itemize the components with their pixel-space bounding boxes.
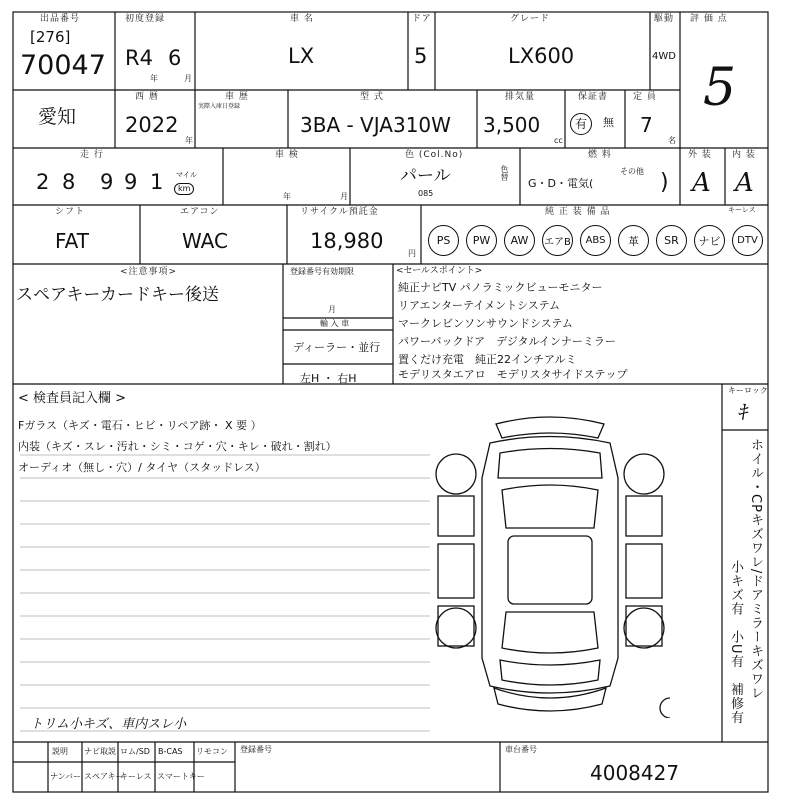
lot-no-label: 出品番号	[40, 14, 81, 24]
equip-airbag: エアB	[542, 225, 573, 256]
fuel: G・D・電気(	[528, 177, 594, 190]
drive-label: 駆動	[654, 14, 675, 24]
doc-remote: リモコン	[196, 747, 228, 756]
first-reg-year: 6	[168, 46, 182, 70]
grade: LX600	[508, 44, 575, 68]
grade-label: グレード	[510, 14, 551, 24]
sales-point-1: 純正ナビTV パノラミックビューモニター	[398, 281, 603, 294]
score-label: 評 価 点	[690, 14, 728, 24]
sales-point-6: モデリスタエアロ モデリスタサイドステップ	[398, 368, 628, 381]
drive: 4WD	[652, 51, 676, 62]
handle-value: 左H ・ 右H	[300, 372, 357, 385]
doc-spare-key: スペアキー	[84, 772, 124, 781]
inspector-line-2: 内装（キズ・スレ・汚れ・シミ・コゲ・穴・キレ・破れ・割れ）	[18, 440, 337, 453]
equipment-label: 純 正 装 備 品	[545, 207, 611, 217]
fuel-other: その他	[620, 167, 644, 176]
fuel-close: )	[660, 170, 669, 195]
inspector-label: < 検査員記入欄 >	[18, 391, 127, 406]
chassis-no-label: 車台番号	[505, 745, 537, 754]
car-diagram	[430, 408, 670, 718]
int-label: 内 装	[732, 150, 756, 160]
first-reg-unit: 年	[150, 74, 158, 83]
doc-rom-sd: ロム/SD	[120, 747, 150, 756]
sales-point-5: 置くだけ充電 純正22インチアルミ	[398, 353, 577, 366]
ext-label: 外 装	[688, 150, 712, 160]
history-label: 車 歴	[225, 92, 249, 102]
reg-expiry-label: 登録番号有効期限	[290, 267, 354, 276]
caution-text: スペアキーカードキー後送	[16, 285, 219, 305]
car-name-label: 車 名	[290, 14, 314, 24]
inspect-label: 車 検	[275, 150, 299, 160]
vertical-note-2: 小キズ有 小U有 補修有	[728, 560, 743, 725]
recycle-label: リサイクル預託金	[300, 207, 379, 217]
mileage-unit-km: km	[174, 183, 194, 195]
cc-label: 排気量	[505, 92, 536, 102]
mileage-unit-mile: マイル	[176, 171, 197, 179]
vertical-note-1: ホイル・CPキズワレ/ドアミラーキズワレ	[748, 438, 763, 701]
fuel-label: 燃 料	[588, 150, 612, 160]
doc-number-plate: ナンバー	[50, 772, 82, 781]
mileage-digit-1: 2	[36, 170, 50, 194]
doors: 5	[414, 44, 428, 68]
ac: WAC	[182, 229, 228, 253]
history-note: 実際入庫日登録	[198, 103, 241, 110]
shift-label: シフト	[55, 207, 86, 217]
year: 2022	[125, 113, 179, 137]
doc-smart-key: スマートキー	[157, 772, 205, 781]
year-unit: 年	[185, 136, 193, 145]
chassis-number: 4008427	[590, 761, 680, 785]
keyless-label: キーレス	[728, 206, 756, 214]
lot-bracket: [276]	[30, 28, 71, 46]
capacity-unit: 名	[668, 136, 676, 145]
equip-leather: 革	[618, 225, 649, 256]
first-reg-label: 初度登録	[125, 14, 166, 24]
import-label: 輸 入 車	[320, 319, 350, 328]
first-reg-month-unit: 月	[184, 74, 192, 83]
equip-ps: PS	[428, 225, 459, 256]
color-label: 色 (Col.No)	[405, 150, 464, 160]
score: 5	[703, 58, 737, 118]
mileage-digit-5: 1	[150, 170, 164, 194]
mileage-label: 走 行	[80, 150, 104, 160]
reg-expiry-month: 月	[328, 305, 336, 314]
equip-dtv: DTV	[732, 225, 763, 256]
equip-abs: ABS	[580, 225, 611, 256]
equip-navi: ナビ	[694, 225, 725, 256]
inspect-month-unit: 月	[340, 192, 348, 201]
keylock-label: キーロック	[728, 386, 768, 395]
inspector-line-1: Fガラス（キズ・電石・ヒビ・リペア跡・ X 要 ）	[18, 419, 262, 432]
equip-pw: PW	[466, 225, 497, 256]
doc-keyless: キーレス	[120, 772, 152, 781]
cc-unit: cc	[554, 136, 563, 145]
equip-sunroof: SR	[656, 225, 687, 256]
region: 愛知	[38, 106, 77, 128]
color-change-label: 色替	[500, 165, 509, 181]
ext-grade: A	[692, 168, 711, 198]
shift: FAT	[55, 229, 90, 253]
ac-label: エアコン	[180, 207, 220, 217]
first-reg-era: R4	[125, 46, 153, 70]
sales-point-2: リアエンターテイメントシステム	[398, 299, 561, 312]
warranty-label: 保証書	[578, 92, 609, 102]
sales-point-3: マークレビンソンサウンドシステム	[398, 317, 573, 330]
sales-label: <セールスポイント>	[396, 266, 483, 276]
mileage-digit-3: 9	[100, 170, 114, 194]
capacity: 7	[640, 113, 653, 137]
doc-navi-manual: ナビ取説	[84, 747, 116, 756]
inspect-year-unit: 年	[283, 192, 291, 201]
mileage-digit-2: 8	[62, 170, 76, 194]
mileage-digit-4: 9	[124, 170, 138, 194]
warranty-yes: 有	[570, 113, 592, 135]
model: 3BA - VJA310W	[300, 113, 451, 137]
warranty-no: 無	[603, 116, 614, 129]
import-value: ディーラー・並行	[293, 341, 381, 354]
color: パール	[400, 166, 451, 186]
cc: 3,500	[483, 113, 541, 137]
inspector-line-3: オーディオ（無し・穴）/ タイヤ（スタッドレス）	[18, 461, 266, 474]
model-label: 型 式	[360, 92, 384, 102]
recycle: 18,980	[310, 229, 384, 253]
capacity-label: 定 員	[633, 92, 657, 102]
lot-number: 70047	[20, 50, 106, 81]
int-grade: A	[735, 168, 754, 198]
car-name: LX	[288, 44, 315, 68]
doors-label: ドア	[412, 14, 432, 24]
inspector-handwritten: トリム小キズ、車内スレ小	[30, 717, 187, 732]
caution-label: <注意事項>	[120, 267, 178, 277]
equip-aw: AW	[504, 225, 535, 256]
doc-bcas: B-CAS	[158, 747, 183, 756]
doc-manual: 説明	[52, 747, 68, 756]
keylock-mark: ｷ	[737, 400, 747, 424]
year-label: 西 暦	[135, 92, 159, 102]
reg-number-label: 登録番号	[240, 745, 272, 754]
sales-point-4: パワーバックドア デジタルインナーミラー	[398, 335, 616, 348]
recycle-unit: 円	[408, 249, 416, 258]
color-code: 085	[418, 189, 434, 198]
